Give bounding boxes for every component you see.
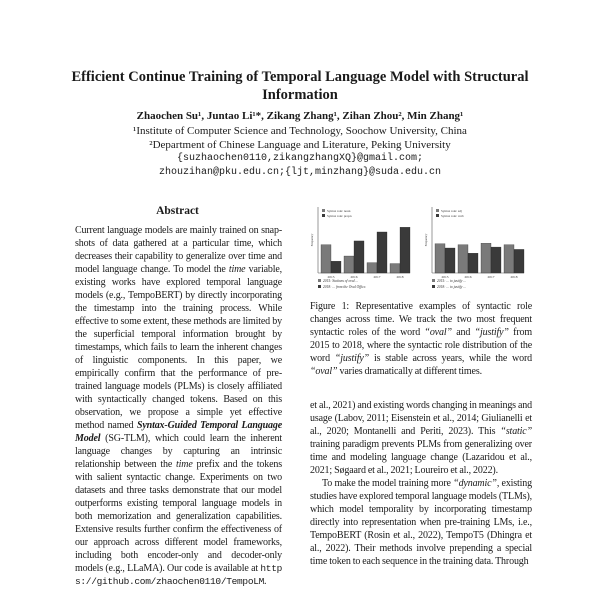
x-tick-label: 2018 — [510, 275, 518, 279]
legend-swatch — [322, 209, 325, 212]
example-sentence: 2018: ... from the Oval Office. — [323, 285, 367, 289]
bar-2015-1 — [445, 248, 455, 273]
example-sentence: 2015: Stations of oval ... — [323, 279, 359, 283]
bar-2017-0 — [481, 243, 491, 273]
y-axis-label: Frequency — [310, 233, 314, 247]
paragraph: To make the model training more “dynamic”, existing studies have explored temporal language models (TLMs), which model temporality by incorporating timestamp directly into representation when pre-training LMs, i.e., TempoBERT (Rosin et al., 2022), TempoT5 (Dhingra et al., 2022). Their methods involve prepending a special time token to each sequence in the training data. Through — [310, 478, 532, 567]
bar-2015-0 — [435, 244, 445, 273]
example-swatch — [318, 279, 321, 282]
bar-2018-1 — [400, 227, 410, 273]
body-text — [310, 399, 532, 568]
paragraph: et al., 2021) and existing words changing in meanings and usage (Labov, 2011; Eisenstein et al., 2014; Giulianelli et al., 2020; Montanelli and Periti, 2023). This “static” training paradigm prevents PLMs from generalizing over time and modeling language change (Lazaridou et al., 2021; Søgaard et al., 2021; Loureiro et al., 2022). — [310, 400, 532, 476]
bar-2016-1 — [468, 253, 478, 273]
example-swatch — [432, 279, 435, 282]
x-tick-label: 2016 — [350, 275, 358, 279]
bar-2016-0 — [344, 256, 354, 273]
bar-2018-1 — [514, 249, 524, 273]
x-tick-label: 2015 — [327, 275, 335, 279]
affiliation-2: ²Department of Chinese Language and Literature, Peking University — [149, 139, 451, 151]
bar-2016-0 — [458, 245, 468, 273]
email-line-2: zhouzihan@pku.edu.cn;{ljt,minzhang}@suda.edu.cn — [158, 167, 442, 178]
author-list: Zhaochen Su¹, Juntao Li¹*, Zikang Zhang¹, Zihan Zhou², Min Zhang¹ — [136, 110, 464, 122]
legend-label: Syntax role: noun — [327, 209, 351, 213]
example-sentence: 2018: ... to justify ... — [437, 285, 466, 289]
legend-swatch — [322, 214, 325, 217]
figure-1 — [310, 205, 530, 295]
bar-2018-0 — [390, 264, 400, 273]
x-tick-label: 2015 — [441, 275, 449, 279]
legend-swatch — [436, 209, 439, 212]
bar-2018-0 — [504, 245, 514, 273]
bar-2017-0 — [367, 263, 377, 273]
legend-label: Syntax role: propn — [327, 214, 352, 218]
abstract-heading: Abstract — [156, 205, 199, 217]
example-sentence: 2015: ... to justify ... — [437, 279, 466, 283]
paper-title: Efficient Continue Training of Temporal Language Model with Structural Information — [71, 69, 529, 103]
x-tick-label: 2016 — [464, 275, 472, 279]
x-tick-label: 2017 — [487, 275, 495, 279]
x-tick-label: 2018 — [396, 275, 404, 279]
bar-2016-1 — [354, 241, 364, 273]
legend-label: Syntax role: adj — [441, 209, 462, 213]
bar-2015-1 — [331, 261, 341, 273]
code-link[interactable]: https://github.com/zhaochen0110/TempoLM — [75, 563, 282, 587]
legend-label: Syntax role: verb — [441, 214, 464, 218]
y-axis-label: Frequency — [424, 233, 428, 247]
bar-2017-1 — [377, 232, 387, 273]
legend-swatch — [436, 214, 439, 217]
email-line-1: {suzhaochen0110,zikangzhangXQ}@gmail.com; — [176, 153, 424, 164]
bar-2017-1 — [491, 247, 501, 273]
bar-2015-0 — [321, 245, 331, 273]
example-swatch — [432, 285, 435, 288]
affiliation-1: ¹Institute of Computer Science and Technology, Soochow University, China — [133, 125, 467, 137]
figure-caption: Figure 1: Representative examples of syntactic role changes across time. We track the two most frequent syntactic roles of the word “oval” and “justify” from 2015 to 2018, where the syntactic role distribution of the word “justify” is stable across years, while the word “oval” varies dramatically at different times. — [310, 301, 532, 377]
x-tick-label: 2017 — [373, 275, 381, 279]
example-swatch — [318, 285, 321, 288]
abstract-text: Current language models are mainly trained on snap-shots of data gathered at a particular time, which decreases their capability to generalize over time and model language change. To model the time variable, existing works have explored temporal language models (e.g., TempoBERT) by directly incorporating the timestamp into the training process. While effective to some extent, these methods are limited by the superficial temporal information brought by timestamps, which fails to learn the inherent changes of linguistic components. In this paper, we empirically confirm that the performance of pre-trained language models (PLMs) is closely affiliated with syntactically changed tokens. Based on this observation, we propose a simple yet effective method named Syntax-Guided Temporal Language Model (SG-TLM), which could learn the inherent language changes by capturing an intrinsic relationship between the time prefix and the tokens with salient syntactic change. Experiments on two datasets and three tasks demonstrate that our model outperforms existing temporal language models in both memorization and generalization capabilities. Extensive results further confirm the effectiveness of our approach across different model frameworks, including both encoder-only and decoder-only models (e.g., LLaMA). Our code is available at https://github.com/zhaochen0110/TempoLM. — [75, 225, 282, 587]
